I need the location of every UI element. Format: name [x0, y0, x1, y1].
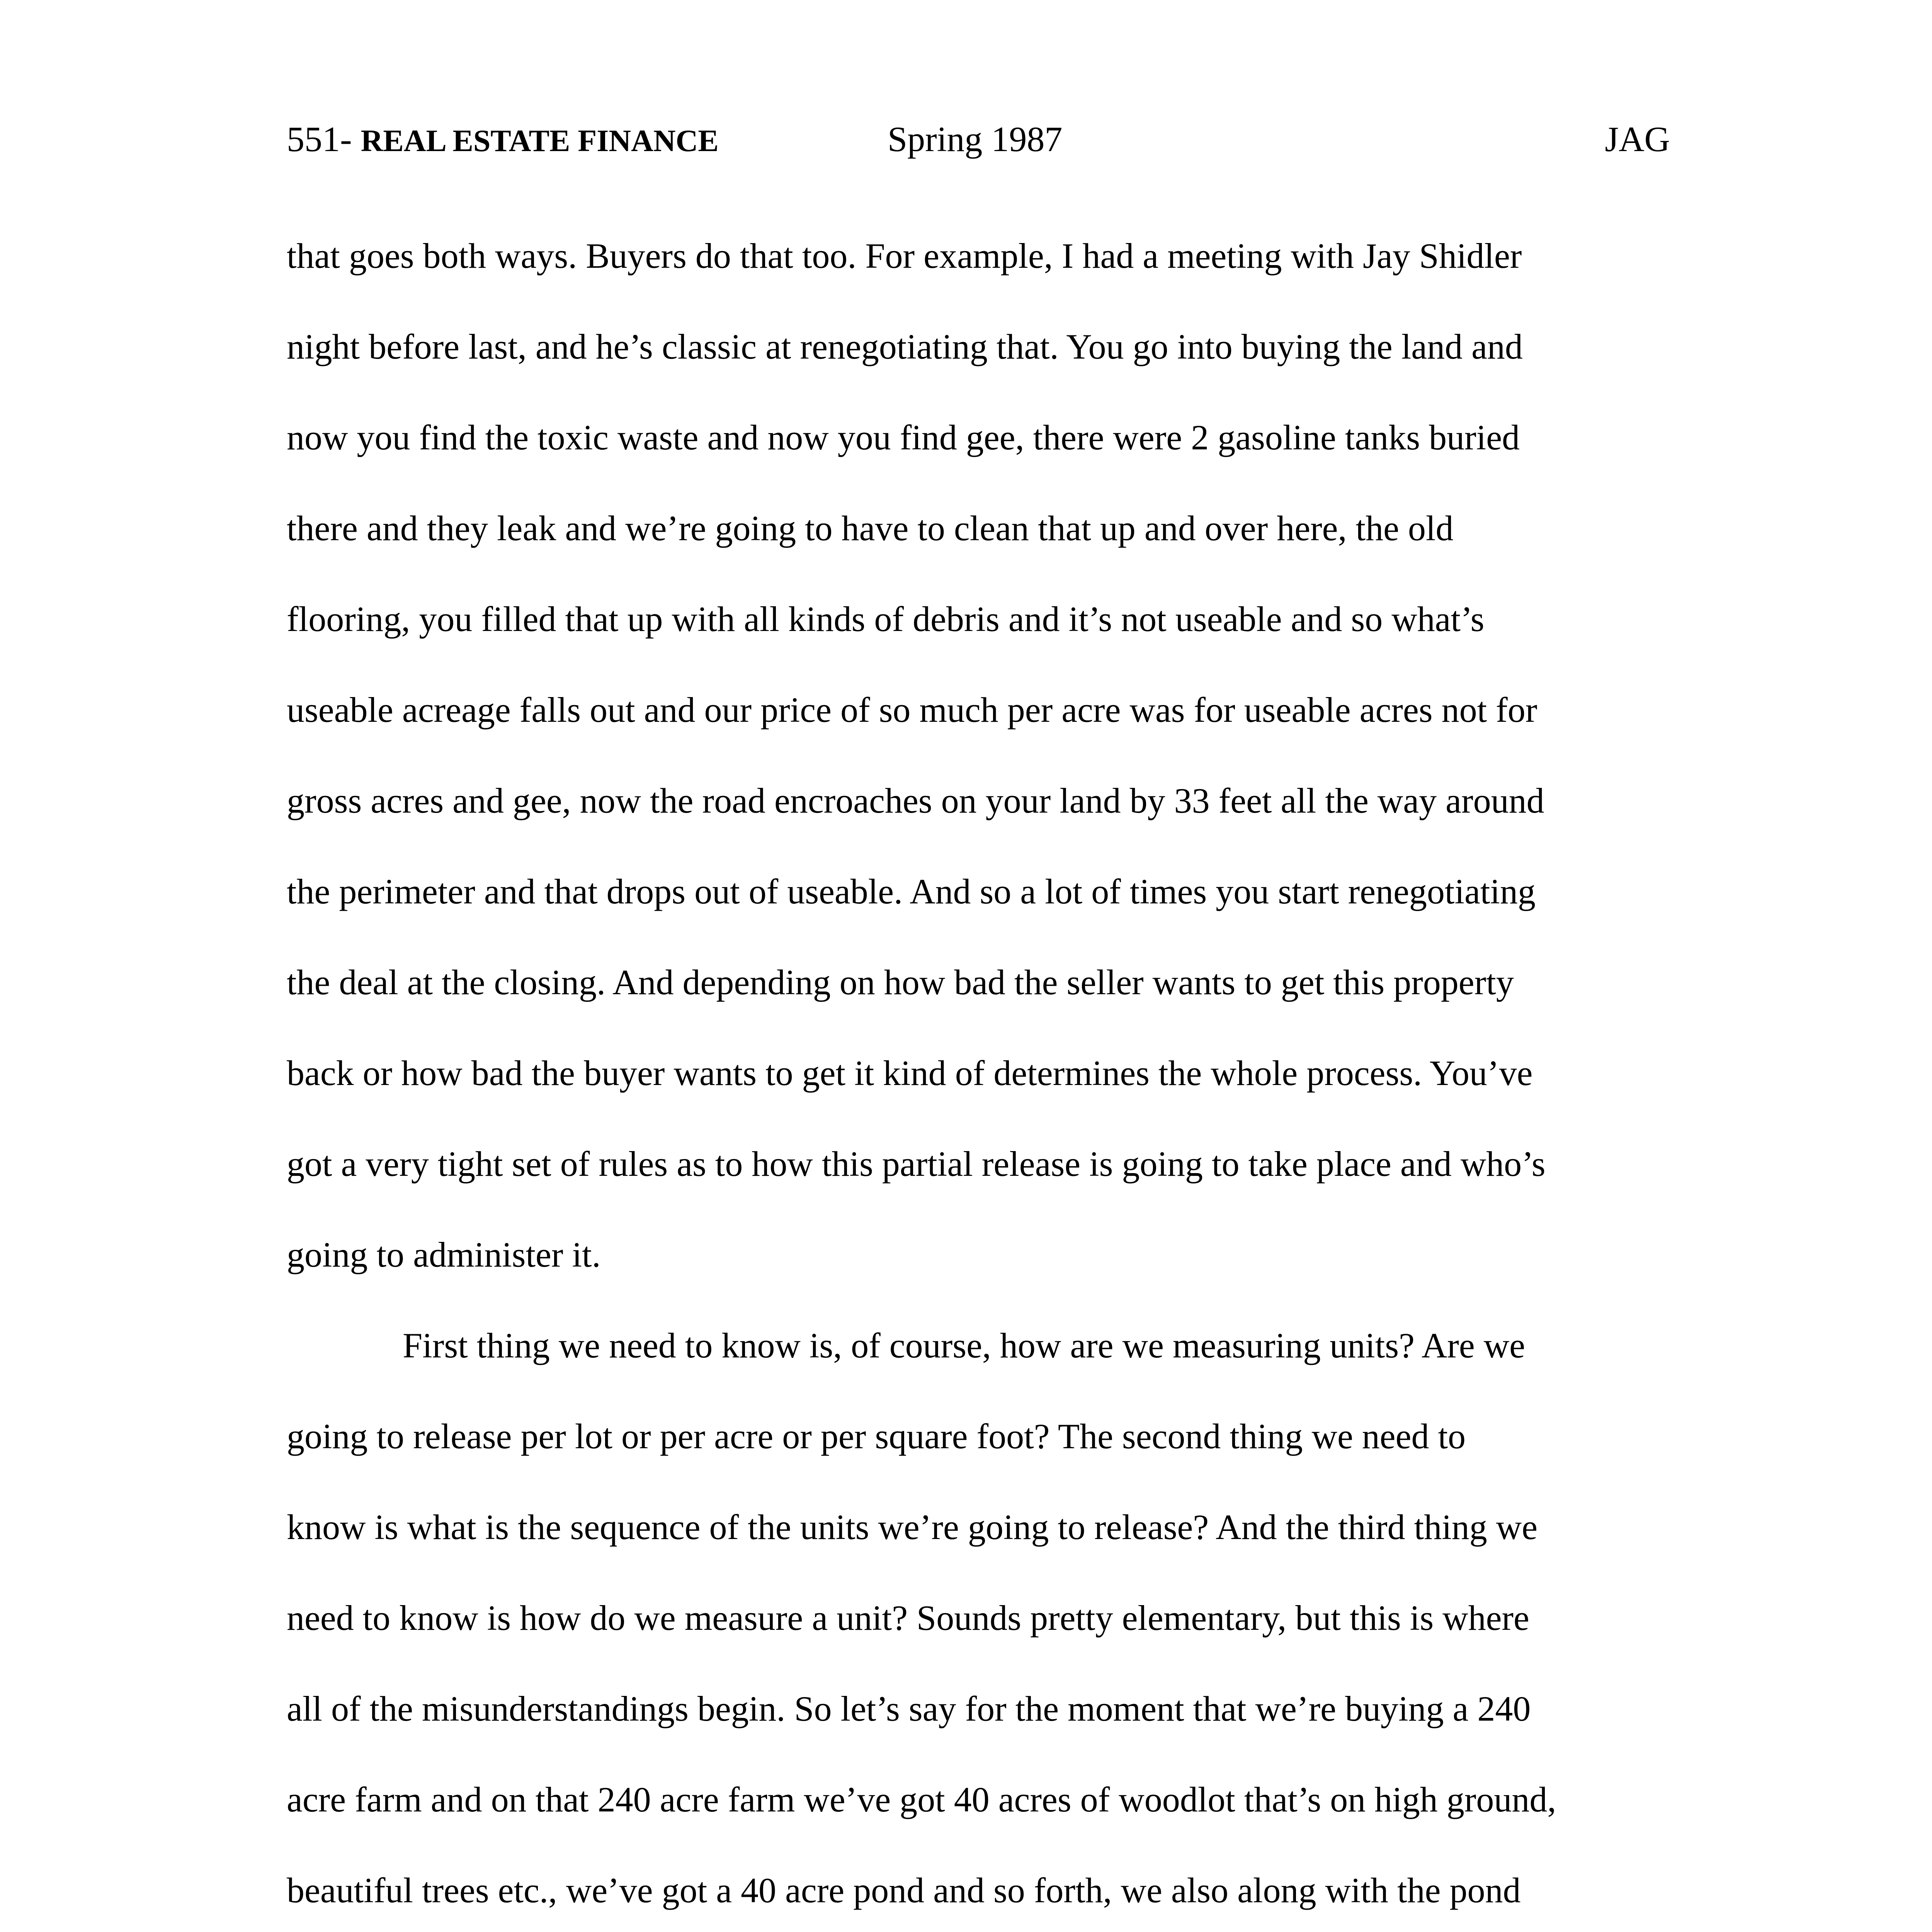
course-title: [287, 112, 719, 168]
course-number: 551-: [287, 119, 352, 159]
paragraph-first-line: First thing we need to know is, of course, how are we measuring units? Are we: [403, 1326, 1526, 1365]
text-line: need to know is how do we measure a unit? Sounds pretty elementary, but this is where: [287, 1598, 1529, 1638]
text-line: got a very tight set of rules as to how this partial release is going to take place and who’s: [287, 1144, 1546, 1184]
term: Spring 1987: [888, 119, 1063, 159]
text-line: beautiful trees etc., we’ve got a 40 acre pond and so forth, we also along with the pond: [287, 1871, 1521, 1910]
text-line: that goes both ways. Buyers do that too. For example, I had a meeting with Jay Shidler: [287, 236, 1522, 276]
text-line: useable acreage falls out and our price of so much per acre was for useable acres not for: [287, 690, 1537, 730]
text-line: flooring, you filled that up with all kinds of debris and it’s not useable and so what’s: [287, 599, 1485, 639]
body-text: [287, 211, 1685, 1932]
text-line: there and they leak and we’re going to have to clean that up and over here, the old: [287, 509, 1454, 548]
text-line: the perimeter and that drops out of useable. And so a lot of times you start renegotiating: [287, 872, 1536, 911]
course-name: REAL ESTATE FINANCE: [361, 124, 719, 158]
author-initials: JAG: [1605, 119, 1670, 159]
text-line: acre farm and on that 240 acre farm we’ve got 40 acres of woodlot that’s on high ground,: [287, 1780, 1556, 1819]
text-line: the deal at the closing. And depending on how bad the seller wants to get this property: [287, 963, 1514, 1002]
text-line: going to administer it.: [287, 1235, 601, 1274]
text-line: all of the misunderstandings begin. So let’s say for the moment that we’re buying a 240: [287, 1689, 1531, 1728]
text-line: gross acres and gee, now the road encroaches on your land by 33 feet all the way around: [287, 781, 1544, 820]
text-line: know is what is the sequence of the units we’re going to release? And the third thing we: [287, 1507, 1538, 1547]
page-header: [287, 112, 1670, 166]
text-line: now you find the toxic waste and now you find gee, there were 2 gasoline tanks buried: [287, 418, 1520, 457]
text-line: going to release per lot or per acre or per square foot? The second thing we need to: [287, 1417, 1466, 1456]
text-line: back or how bad the buyer wants to get it kind of determines the whole process. You’ve: [287, 1053, 1533, 1093]
text-line: night before last, and he’s classic at renegotiating that. You go into buying the land and: [287, 327, 1523, 366]
